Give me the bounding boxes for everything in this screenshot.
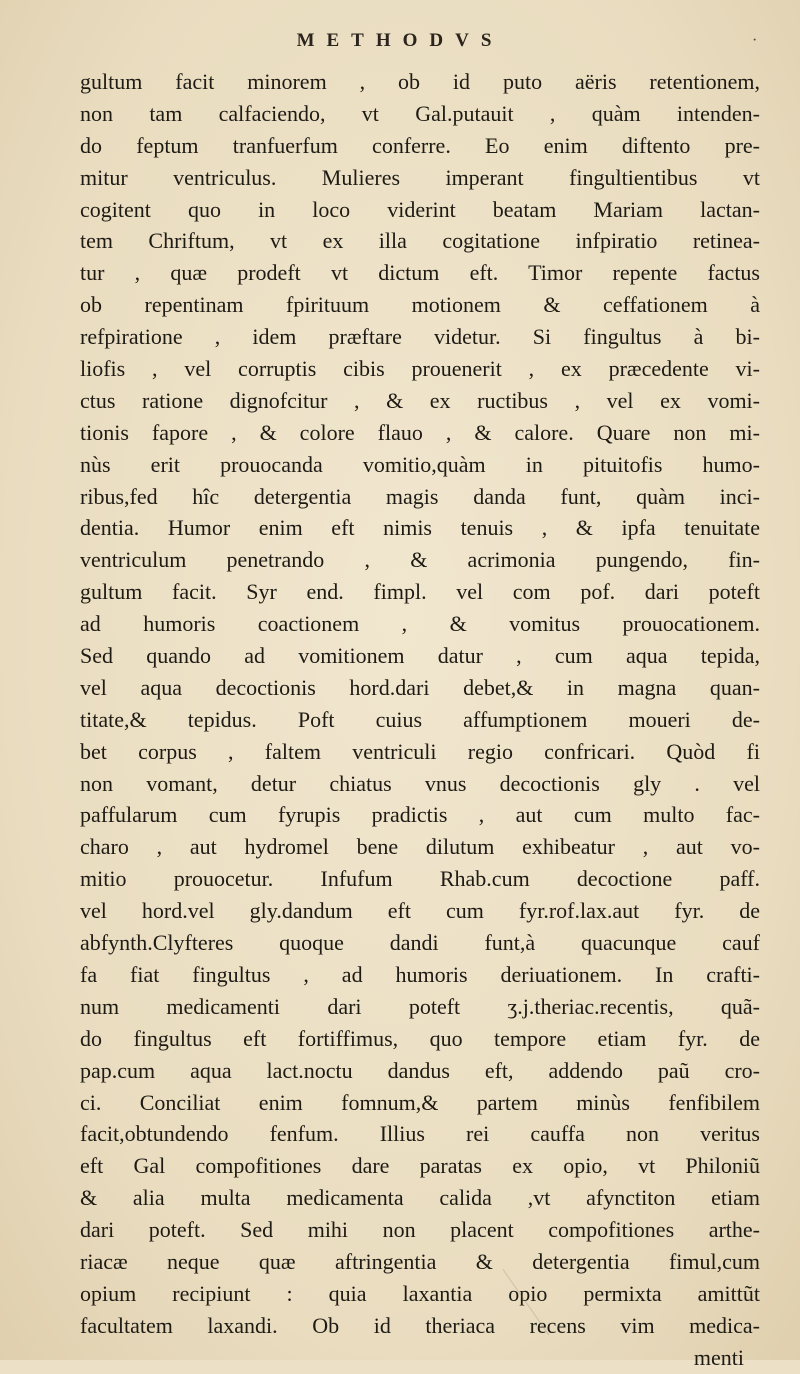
text-line: tem Chriftum, vt ex illa cogitatione infpiratio retinea- [80, 228, 760, 254]
text-line: gultum facit minorem , ob id puto aëris retentionem, [80, 69, 760, 94]
body-text [80, 66, 760, 1374]
text-line: refpiratione , idem præftare videtur. Si fingultus à bi- [80, 324, 760, 350]
text-line: bet corpus , faltem ventriculi regio confricari. Quòd fi [80, 738, 760, 764]
text-line: Sed quando ad vomitionem datur , cum aqua tepida, [80, 643, 760, 669]
text-line: charo , aut hydromel bene dilutum exhibeatur , aut vo- [80, 834, 760, 860]
text-line: tur , quæ prodeft vt dictum eft. Timor repente factus [80, 260, 760, 286]
text-line: opium recipiunt : quia laxantia opio permixta amittũt [80, 1280, 760, 1306]
text-line: paffularum cum fyrupis pradictis , aut cum multo fac- [80, 802, 760, 828]
text-line: non tam calfaciendo, vt Gal.putauit , quàm intenden- [80, 100, 760, 126]
text-line: facultatem laxandi. Ob id theriaca recens vim medica- [80, 1312, 760, 1338]
text-line: vel hord.vel gly.dandum eft cum fyr.rof.lax.aut fyr. de [80, 898, 760, 924]
text-line: menti [693, 1344, 744, 1370]
text-line: cogitent quo in loco viderint beatam Mariam lactan- [80, 196, 760, 222]
text-line: num medicamenti dari poteft ʒ.j.theriac.recentis, quã- [80, 993, 760, 1019]
text-line: pap.cum aqua lact.noctu dandus eft, addendo paũ cro- [80, 1057, 760, 1083]
text-line: gultum facit. Syr end. fimpl. vel com pof. dari poteft [80, 579, 760, 605]
text-line: eft Gal compofitiones dare paratas ex opio, vt Philoniũ [80, 1153, 760, 1179]
text-line: facit,obtundendo fenfum. Illius rei cauffa non veritus [80, 1121, 760, 1147]
text-line: & alia multa medicamenta calida ,vt afynctiton etiam [80, 1185, 760, 1211]
text-line: ribus,fed hîc detergentia magis danda funt, quàm inci- [80, 483, 760, 509]
text-line: titate,& tepidus. Poft cuius affumptionem moueri de- [80, 706, 760, 732]
head-mark: · [752, 32, 758, 49]
text-line: abfynth.Clyfteres quoque dandi funt,à quacunque cauf [80, 930, 760, 956]
text-line: vel aqua decoctionis hord.dari debet,& in magna quan- [80, 674, 760, 700]
text-line: ventriculum penetrando , & acrimonia pungendo, fin- [80, 547, 760, 573]
text-line: fa fiat fingultus , ad humoris deriuationem. In crafti- [80, 961, 760, 987]
text-line: ctus ratione dignofcitur , & ex ructibus , vel ex vomi- [80, 387, 760, 413]
text-line: nùs erit prouocanda vomitio,quàm in pituitofis humo- [80, 451, 760, 477]
text-line: tionis fapore , & colore flauo , & calore. Quare non mi- [80, 419, 760, 445]
text-line: ob repentinam fpirituum motionem & ceffationem à [80, 292, 760, 318]
text-line: do feptum tranfuerfum conferre. Eo enim diftento pre- [80, 132, 760, 158]
text-line: mitur ventriculus. Mulieres imperant fingultientibus vt [80, 164, 760, 190]
text-line: dari poteft. Sed mihi non placent compofitiones arthe- [80, 1217, 760, 1243]
text-line: do fingultus eft fortiffimus, quo tempore etiam fyr. de [80, 1025, 760, 1051]
text-line: riacæ neque quæ aftringentia & detergentia fimul,cum [80, 1248, 760, 1274]
text-line: ci. Conciliat enim fomnum,& partem minùs fenfibilem [80, 1089, 760, 1115]
running-head: METHODVS [296, 30, 504, 51]
text-line: mitio prouocetur. Infufum Rhab.cum decoctione paff. [80, 866, 760, 892]
text-line: non vomant, detur chiatus vnus decoctionis gly . vel [80, 770, 760, 796]
text-line: dentia. Humor enim eft nimis tenuis , & ipfa tenuitate [80, 515, 760, 541]
text-line: liofis , vel corruptis cibis prouenerit , ex præcedente vi- [80, 356, 760, 382]
text-line: ad humoris coactionem , & vomitus prouocationem. [80, 611, 760, 637]
